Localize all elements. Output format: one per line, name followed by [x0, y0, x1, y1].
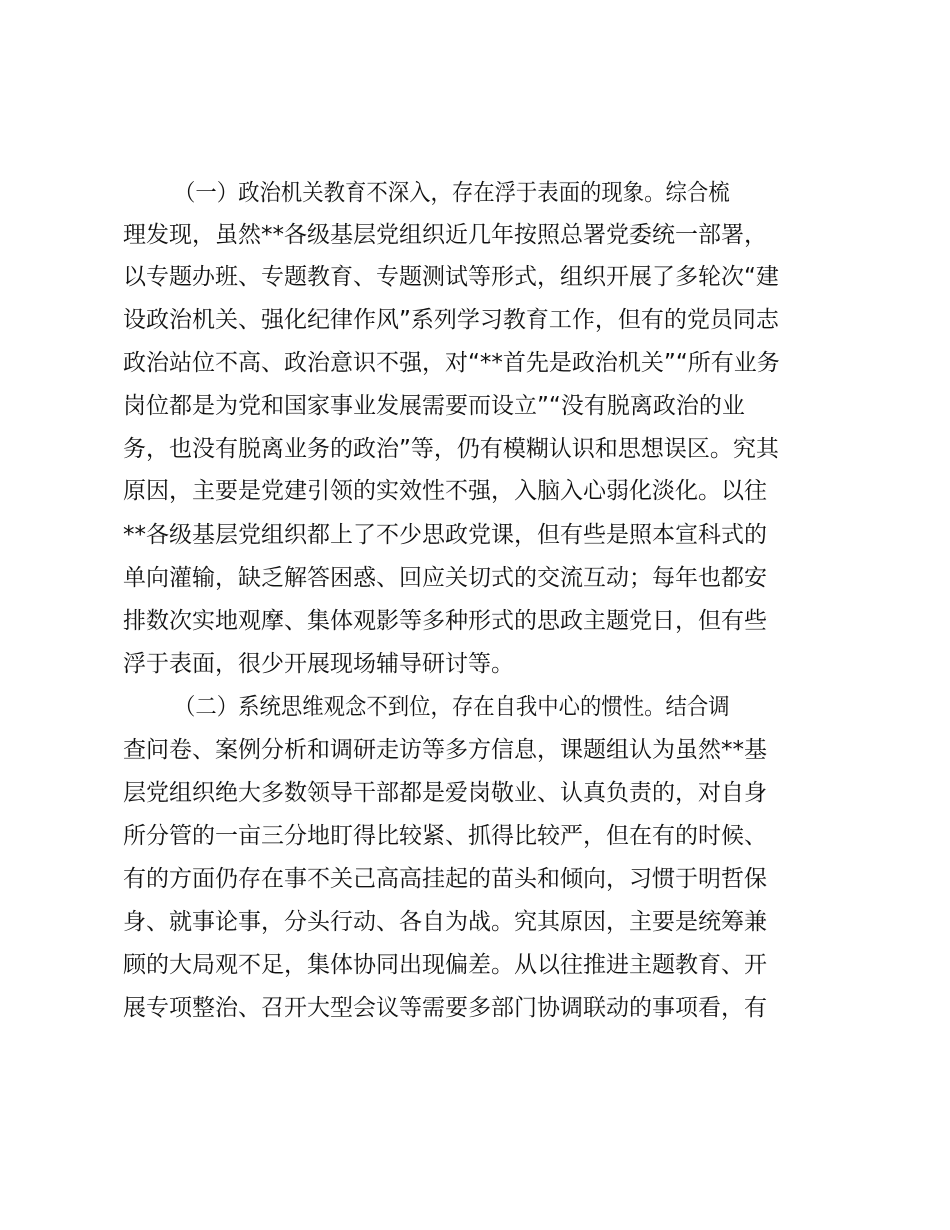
- paragraph-1-line-8: 原因，主要是党建引领的实效性不强，入脑入心弱化淡化。以往: [123, 478, 767, 504]
- paragraph-2-line-7: 顾的大局观不足，集体协同出现偏差。从以往推进主题教育、开: [123, 952, 767, 978]
- paragraph-1-line-11: 排数次实地观摩、集体观影等多种形式的思政主题党日，但有些: [123, 608, 767, 634]
- paragraph-1-line-10: 单向灌输，缺乏解答困惑、回应关切式的交流互动；每年也都安: [123, 565, 767, 591]
- paragraph-2-line-3: 层党组织绝大多数领导干部都是爱岗敬业、认真负责的，对自身: [123, 780, 767, 806]
- paragraph-2-line-6: 身、就事论事，分头行动、各自为战。究其原因，主要是统筹兼: [123, 909, 767, 935]
- paragraph-1-line-5: 政治站位不高、政治意识不强，对“**首先是政治机关”“所有业务: [123, 350, 780, 376]
- paragraph-1-line-6: 岗位都是为党和国家事业发展需要而设立”“没有脱离政治的业: [123, 393, 745, 419]
- paragraph-2-line-8: 展专项整治、召开大型会议等需要多部门协调联动的事项看，有: [123, 995, 767, 1021]
- paragraph-1-line-4: 设政治机关、强化纪律作风”系列学习教育工作，但有的党员同志: [123, 307, 779, 333]
- paragraph-2-line-2: 查问卷、案例分析和调研走访等多方信息，课题组认为虽然**基: [123, 737, 767, 763]
- paragraph-1-line-12: 浮于表面，很少开展现场辅导研讨等。: [123, 651, 514, 677]
- paragraph-2-line-5: 有的方面仍存在事不关己高高挂起的苗头和倾向，习惯于明哲保: [123, 866, 767, 892]
- paragraph-1-line-1: （一）政治机关教育不深入，存在浮于表面的现象。综合梳: [174, 180, 730, 206]
- paragraph-1-line-9: **各级基层党组织都上了不少思政党课，但有些是照本宣科式的: [123, 522, 767, 548]
- paragraph-1-line-7: 务，也没有脱离业务的政治”等，仍有模糊认识和思想误区。究其: [123, 436, 779, 462]
- paragraph-1-line-2: 理发现，虽然**各级基层党组织近几年按照总署党委统一部署，: [123, 222, 767, 248]
- paragraph-2-line-4: 所分管的一亩三分地盯得比较紧、抓得比较严，但在有的时候、: [123, 823, 767, 849]
- paragraph-2-line-1: （二）系统思维观念不到位，存在自我中心的惯性。结合调: [174, 694, 730, 720]
- paragraph-1-line-3: 以专题办班、专题教育、专题测试等形式，组织开展了多轮次“建: [123, 264, 779, 290]
